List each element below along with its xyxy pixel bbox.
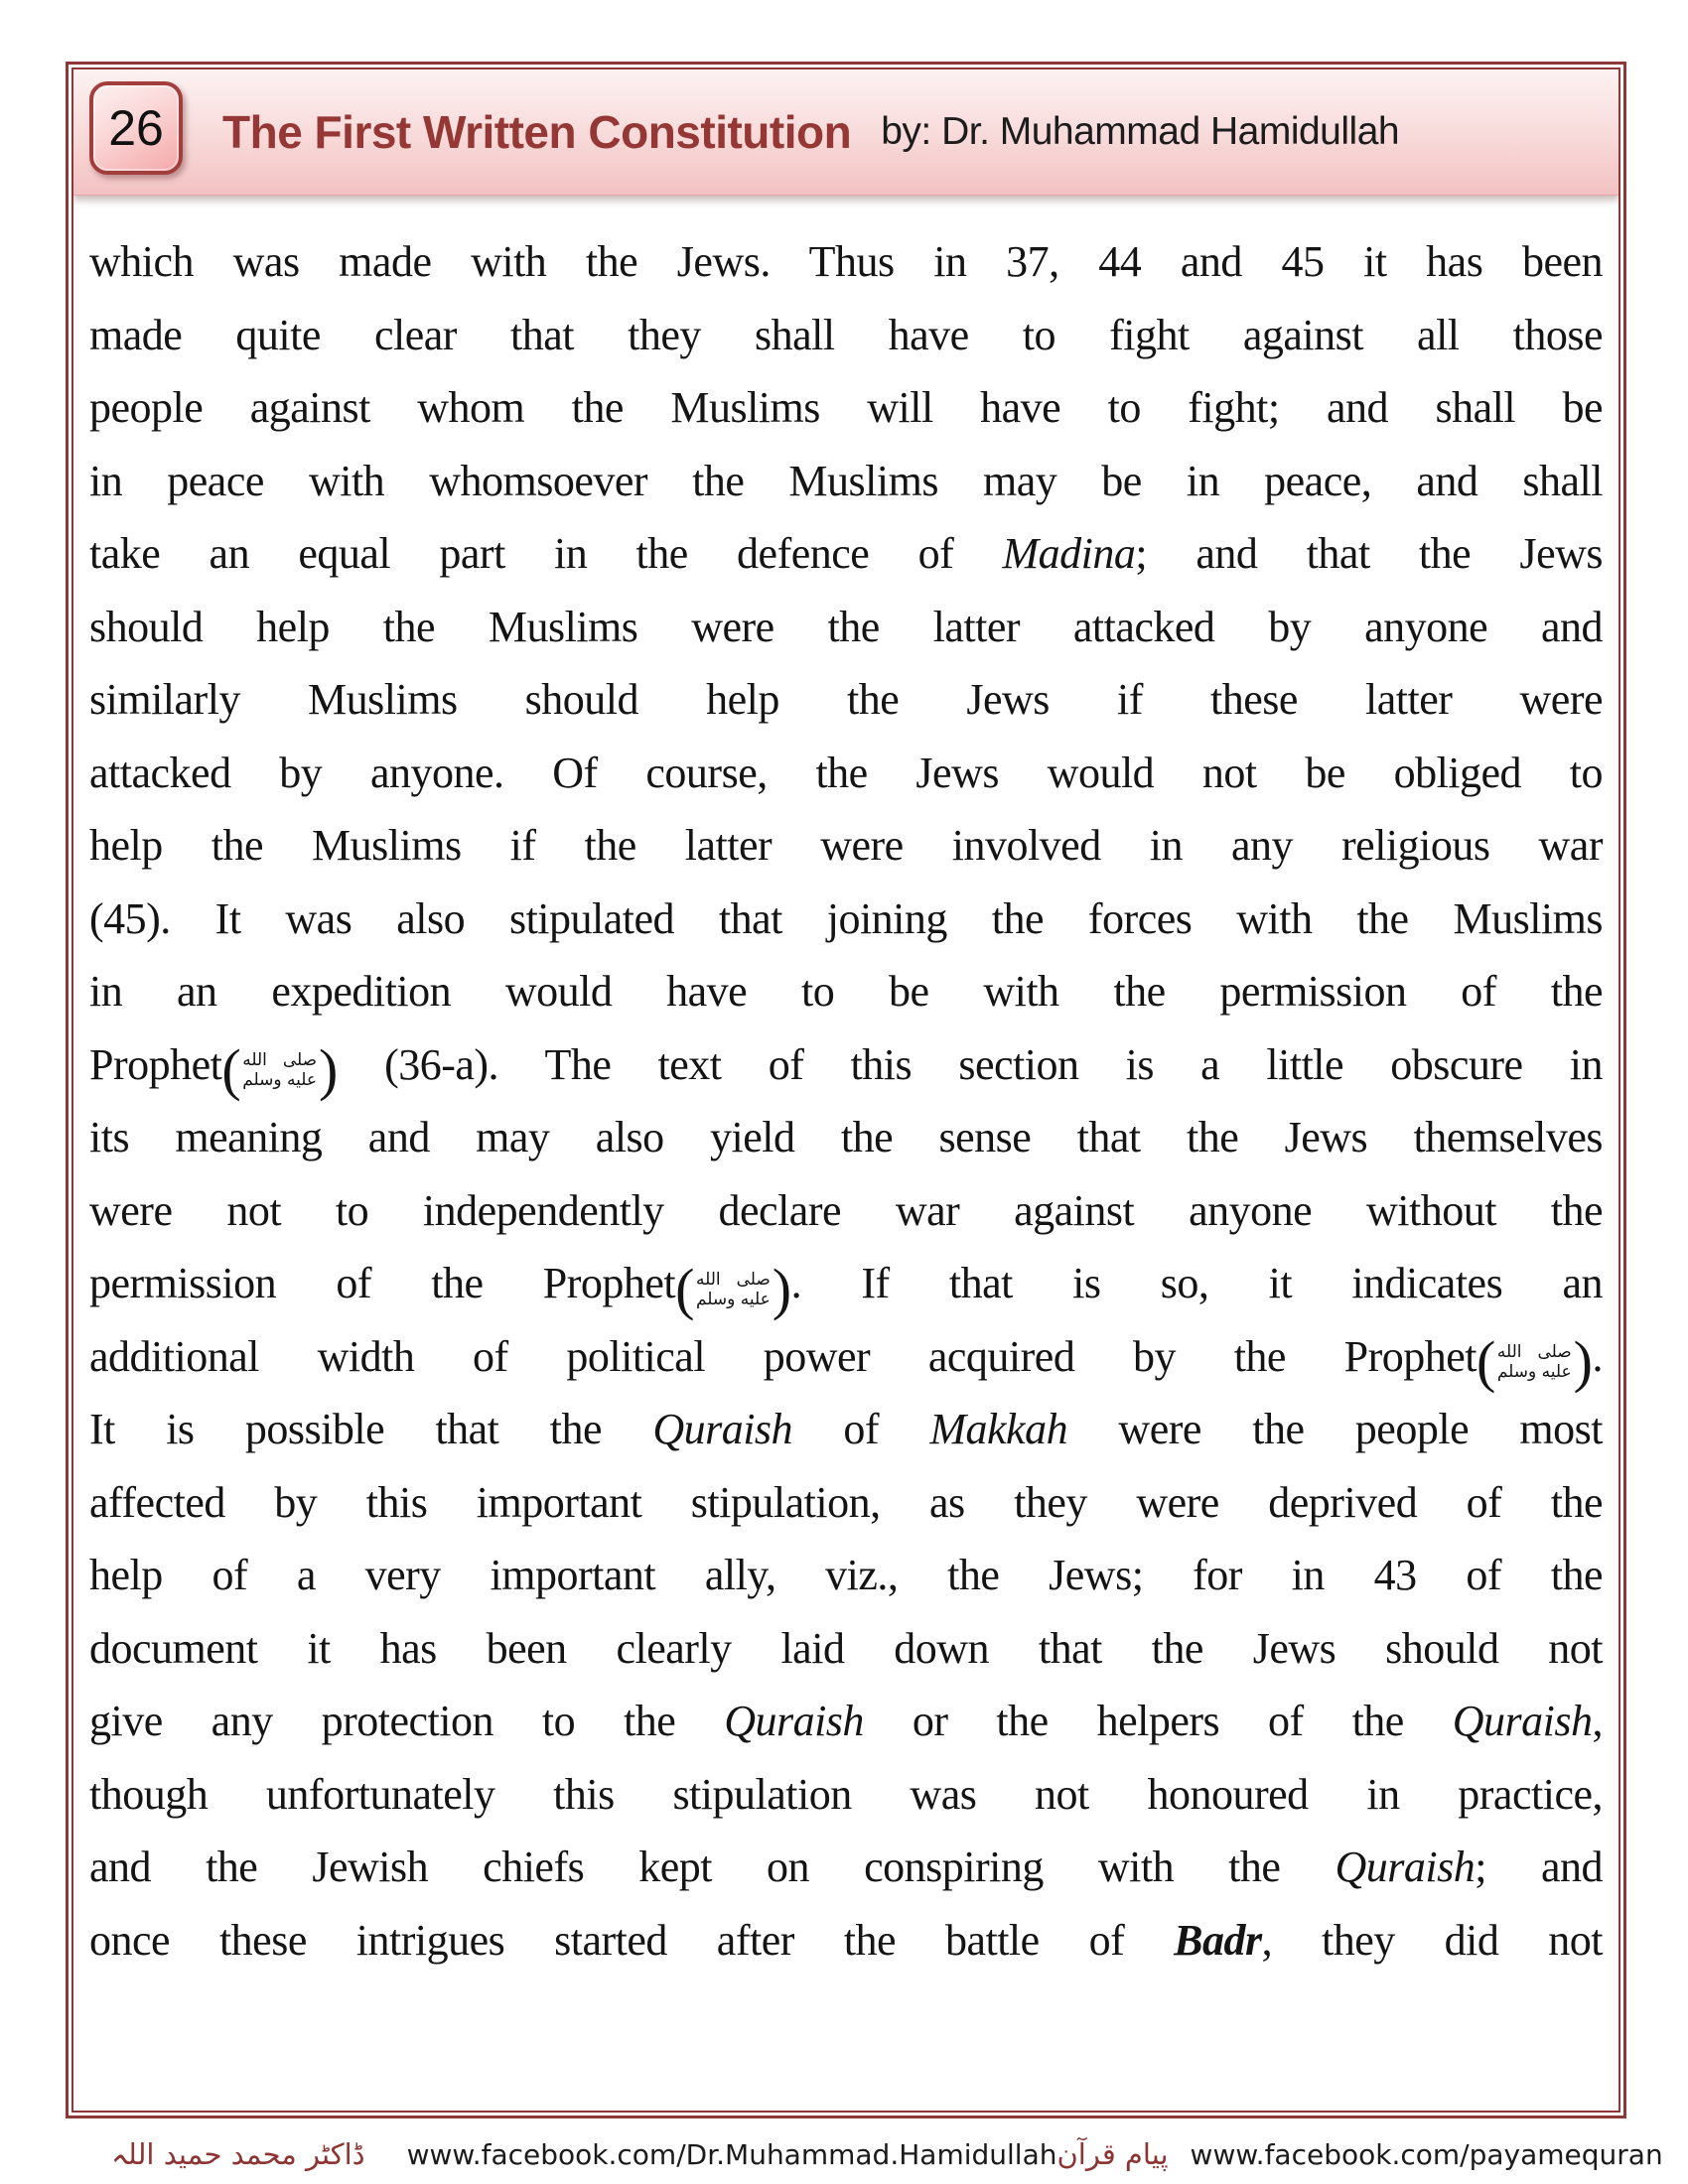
prophet-honorific: ( صلى الله عليه وسلم ) <box>1477 1329 1593 1395</box>
text-segment: once these intrigues started after the battle of <box>89 1915 1175 1965</box>
body-text <box>89 225 1603 1977</box>
text-segment: affected by this important stipulation, as they were deprived of the <box>89 1477 1603 1527</box>
text-segment: , they did not <box>1261 1915 1604 1965</box>
text-segment: ; and <box>1475 1843 1603 1891</box>
footer-right-url: www.facebook.com/payamequran <box>1190 2137 1663 2171</box>
text-line <box>89 1466 1603 1540</box>
text-line <box>89 1831 1603 1904</box>
text-segment: similarly Muslims should help the Jews if these latter were <box>89 675 1603 724</box>
text-line <box>89 809 1603 883</box>
text-line <box>89 591 1603 664</box>
text-segment: (36-a). The text of this section is a little obscure in <box>337 1039 1603 1089</box>
text-segment: attacked by anyone. Of course, the Jews would not be obliged to <box>89 748 1603 797</box>
text-segment: should help the Muslims were the latter attacked by anyone and <box>89 602 1603 651</box>
text-segment: though unfortunately this stipulation was not honoured in practice, <box>89 1769 1603 1819</box>
text-line <box>89 517 1603 591</box>
text-segment: additional width of political power acquired by the Prophet <box>89 1331 1477 1381</box>
text-line <box>89 1904 1603 1978</box>
text-line <box>89 1101 1603 1174</box>
page-frame-inner <box>71 68 1620 2113</box>
text-line <box>89 955 1603 1028</box>
text-segment: permission of the Prophet <box>89 1259 676 1307</box>
prophet-honorific: ( صلى الله عليه وسلم ) <box>675 1256 791 1321</box>
text-segment: were not to independently declare war against anyone without the <box>89 1185 1603 1235</box>
text-line <box>89 1028 1603 1102</box>
text-line <box>89 1393 1603 1466</box>
footer-right <box>1056 2137 1662 2171</box>
text-segment: document it has been clearly laid down that the Jews should not <box>89 1623 1603 1673</box>
text-segment: take an equal part in the defence of <box>89 529 1003 578</box>
text-segment: Prophet <box>89 1039 222 1089</box>
text-segment: Makkah <box>929 1405 1068 1453</box>
text-segment: Madina <box>1002 529 1136 578</box>
text-segment: in peace with whomsoever the Muslims may be in peace, and shall <box>89 456 1603 505</box>
text-segment: Badr <box>1174 1915 1262 1965</box>
footer-right-calligraphy: پیام قرآن <box>1056 2137 1169 2171</box>
footer-left <box>111 2137 1056 2171</box>
text-segment: its meaning and may also yield the sense that the Jews themselves <box>89 1113 1603 1161</box>
text-segment: Quraish <box>1335 1843 1476 1891</box>
text-line <box>89 1539 1603 1612</box>
footer <box>0 2124 1688 2184</box>
page-frame <box>66 62 1626 2118</box>
text-segment: . If that is so, it indicates an <box>790 1259 1603 1307</box>
text-line <box>89 1612 1603 1686</box>
text-segment: ; and that the Jews <box>1135 529 1603 578</box>
text-line <box>89 445 1603 518</box>
text-segment: made quite clear that they shall have to fight against all those <box>89 310 1603 359</box>
text-segment: Quraish <box>652 1405 793 1453</box>
prophet-honorific: ( صلى الله عليه وسلم ) <box>221 1037 338 1103</box>
header-band <box>73 69 1618 196</box>
text-line <box>89 225 1603 299</box>
text-segment: give any protection to the <box>89 1697 725 1745</box>
text-line <box>89 883 1603 956</box>
text-segment: (45). It was also stipulated that joining the forces with the Muslims <box>89 893 1603 943</box>
text-line <box>89 371 1603 445</box>
page-number: 26 <box>108 100 164 156</box>
text-segment: . <box>1592 1331 1603 1381</box>
text-line <box>89 1247 1603 1320</box>
text-segment: in an expedition would have to be with the permission of the <box>89 967 1603 1016</box>
text-segment: help of a very important ally, viz., the Jews; for in 43 of the <box>89 1551 1603 1599</box>
text-line <box>89 1685 1603 1758</box>
text-segment: It is possible that the <box>89 1405 653 1453</box>
text-segment: Quraish <box>1452 1697 1593 1745</box>
text-segment: of <box>792 1405 930 1453</box>
text-line <box>89 299 1603 372</box>
page-title: The First Written Constitution <box>222 106 852 158</box>
text-segment: or the helpers of the <box>863 1697 1453 1745</box>
text-segment: and the Jewish chiefs kept on conspiring with the <box>89 1843 1336 1891</box>
footer-left-url: www.facebook.com/Dr.Muhammad.Hamidullah <box>406 2137 1057 2171</box>
text-line <box>89 663 1603 737</box>
text-segment: people against whom the Muslims will have to fight; and shall be <box>89 383 1603 432</box>
text-line <box>89 1320 1603 1394</box>
text-line <box>89 737 1603 810</box>
text-line <box>89 1174 1603 1248</box>
text-segment: which was made with the Jews. Thus in 37, 44 and 45 it has been <box>89 237 1603 286</box>
text-segment: help the Muslims if the latter were involved in any religious war <box>89 821 1603 870</box>
text-segment: were the people most <box>1067 1405 1603 1453</box>
text-segment: Quraish <box>724 1697 864 1745</box>
footer-left-calligraphy: ڈاکٹر محمد حمید اللہ <box>111 2137 365 2171</box>
page-number-badge <box>89 81 183 175</box>
text-line <box>89 1758 1603 1832</box>
text-segment: , <box>1592 1697 1603 1745</box>
byline: by: Dr. Muhammad Hamidullah <box>881 110 1400 153</box>
